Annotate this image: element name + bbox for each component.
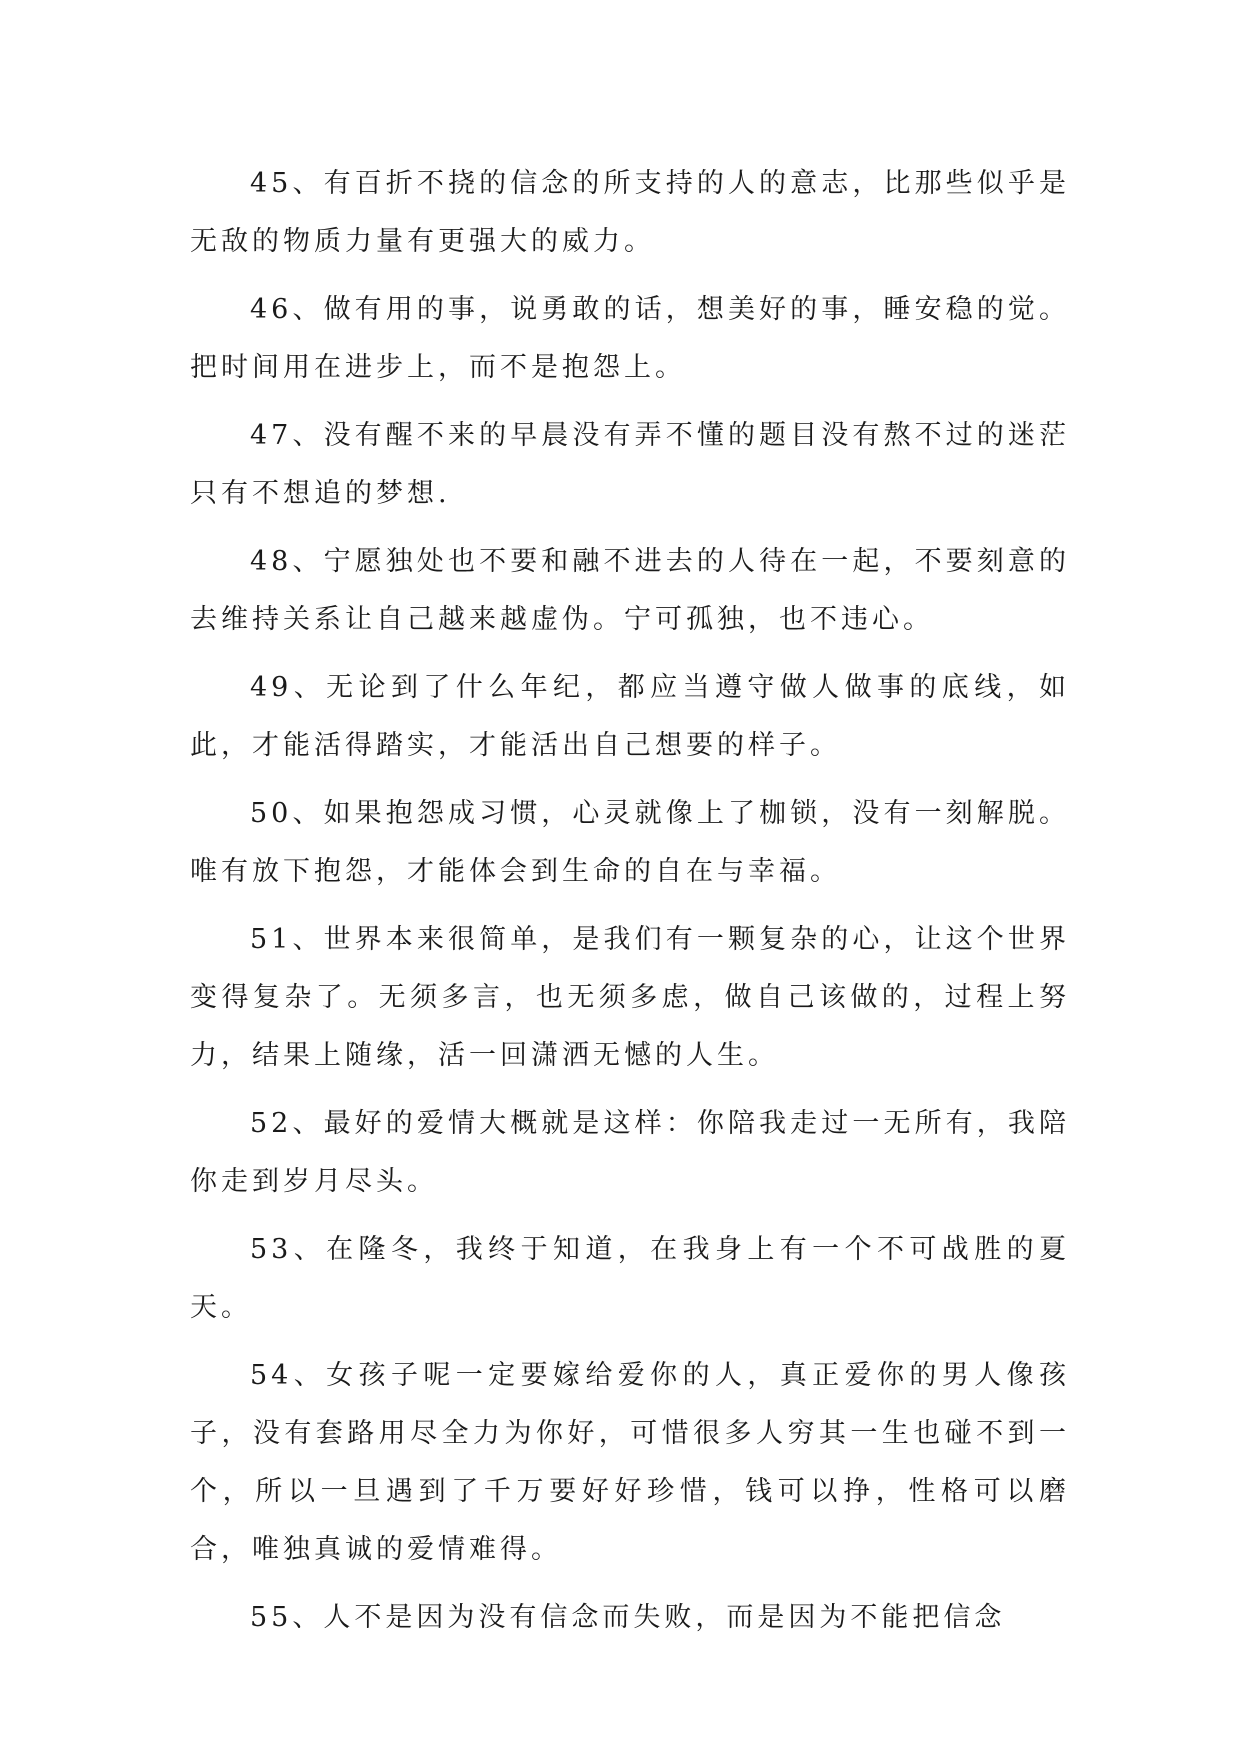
paragraph-47: 47、没有醒不来的早晨没有弄不懂的题目没有熬不过的迷茫只有不想追的梦想.: [190, 420, 1070, 509]
paragraph-48: 48、宁愿独处也不要和融不进去的人待在一起，不要刻意的去维持关系让自己越来越虚伪。宁可孤独，也不违心。: [190, 546, 1070, 635]
document-body: [190, 155, 1070, 1657]
paragraph-55: 55、人不是因为没有信念而失败，而是因为不能把信念: [250, 1602, 1006, 1633]
paragraph-49: 49、无论到了什么年纪，都应当遵守做人做事的底线，如此，才能活得踏实，才能活出自己想要的样子。: [190, 672, 1070, 761]
paragraph-51: 51、世界本来很简单，是我们有一颗复杂的心，让这个世界变得复杂了。无须多言，也无须多虑，做自己该做的，过程上努力，结果上随缘，活一回潇洒无憾的人生。: [190, 924, 1070, 1071]
paragraph-52: 52、最好的爱情大概就是这样：你陪我走过一无所有，我陪你走到岁月尽头。: [190, 1108, 1070, 1197]
paragraph-46: 46、做有用的事，说勇敢的话，想美好的事，睡安稳的觉。把时间用在进步上，而不是抱怨上。: [190, 294, 1070, 383]
paragraph-53: 53、在隆冬，我终于知道，在我身上有一个不可战胜的夏天。: [190, 1234, 1070, 1323]
paragraph-50: 50、如果抱怨成习惯，心灵就像上了枷锁，没有一刻解脱。唯有放下抱怨，才能体会到生命的自在与幸福。: [190, 798, 1070, 887]
paragraph-54: 54、女孩子呢一定要嫁给爱你的人，真正爱你的男人像孩子，没有套路用尽全力为你好，可惜很多人穷其一生也碰不到一个，所以一旦遇到了千万要好好珍惜，钱可以挣，性格可以磨合，唯独真诚的爱情难得。: [190, 1360, 1070, 1565]
paragraph-45: 45、有百折不挠的信念的所支持的人的意志，比那些似乎是无敌的物质力量有更强大的威力。: [190, 168, 1070, 257]
